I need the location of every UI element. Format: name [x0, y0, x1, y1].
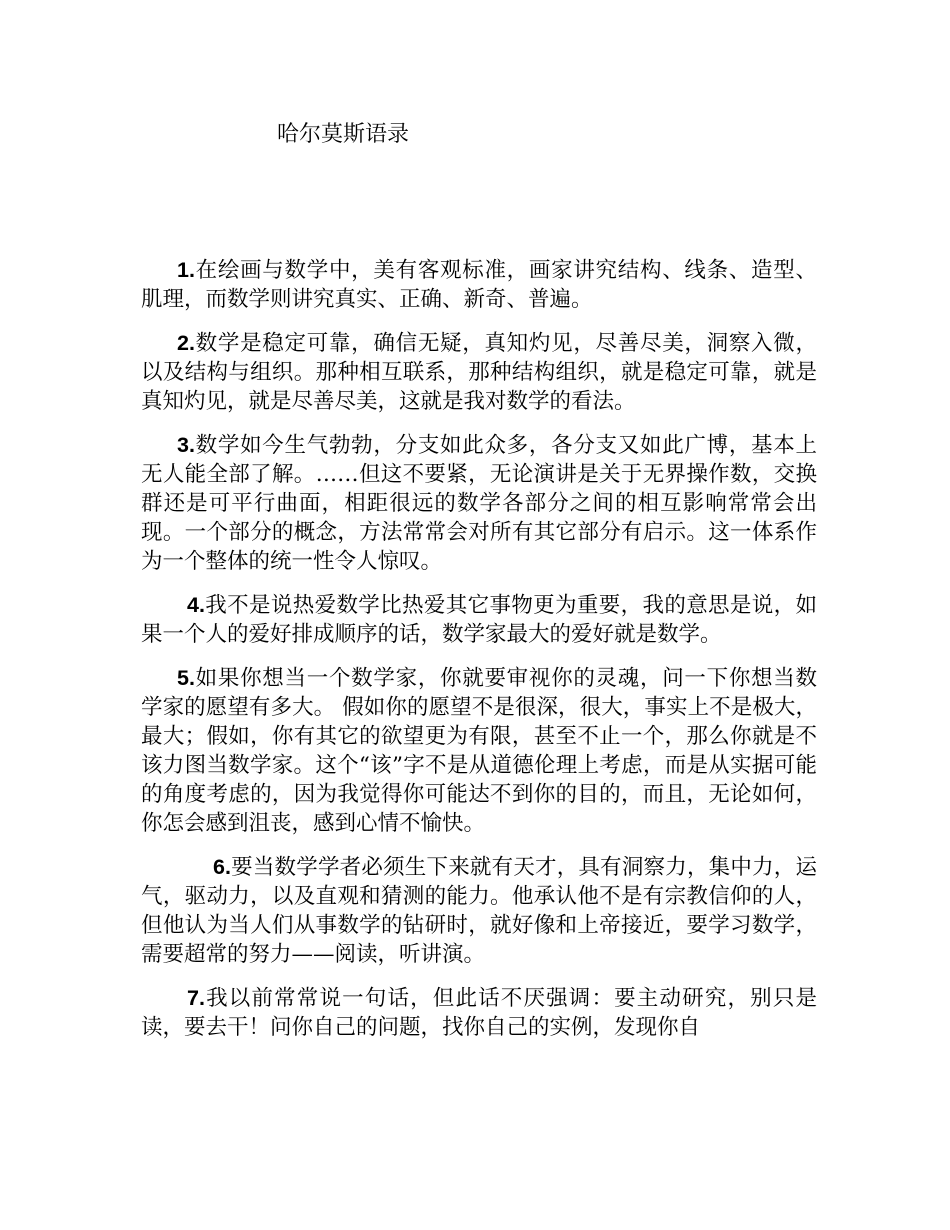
quote-paragraph — [141, 664, 817, 838]
quote-number: 7. — [187, 986, 205, 1010]
quote-paragraph — [141, 431, 817, 576]
quote-text: 我以前常常说一句话，但此话不厌强调：要主动研究，别只是读，要去干！问你自己的问题，找你自己的实例，发现你自 — [141, 986, 817, 1040]
quote-list — [141, 256, 817, 1057]
quote-text: 我不是说热爱数学比热爱其它事物更为重要，我的意思是说，如果一个人的爱好排成顺序的话，数学家最大的爱好就是数学。 — [141, 593, 817, 647]
quote-paragraph — [141, 591, 817, 649]
quote-text: 数学如今生气勃勃，分支如此众多，各分支又如此广博，基本上无人能全部了解。……但这不要紧，无论演讲是关于无界操作数，交换群还是可平行曲面，相距很远的数学各部分之间的相互影响常常会出现。一个部分的概念，方法常常会对所有其它部分有启示。这一体系作为一个整体的统一性令人惊叹。 — [141, 433, 817, 574]
quote-paragraph — [141, 256, 817, 314]
quote-text: 如果你想当一个数学家，你就要审视你的灵魂，问一下你想当数学家的愿望有多大。 假如你的愿望不是很深，很大，事实上不是极大，最大；假如，你有其它的欲望更为有限，甚至不止一个，那么你就是不该力图当数学家。这个“该”字不是从道德伦理上考虑，而是从实据可能的角度考虑的，因为我觉得你可能达不到你的目的，而且，无论如何，你怎会感到沮丧，感到心情不愉快。 — [141, 666, 817, 836]
quote-paragraph — [141, 984, 817, 1042]
quote-number: 6. — [213, 855, 231, 879]
document-title: 哈尔莫斯语录 — [277, 122, 410, 147]
quote-number: 2. — [177, 331, 195, 355]
quote-text: 要当数学学者必须生下来就有天才，具有洞察力，集中力，运气，驱动力，以及直观和猜测的能力。他承认他不是有宗教信仰的人，但他认为当人们从事数学的钻研时，就好像和上帝接近，要学习数学，需要超常的努力——阅读，听讲演。 — [141, 855, 817, 967]
quote-paragraph — [141, 853, 817, 969]
quote-number: 4. — [187, 593, 205, 617]
quote-number: 1. — [177, 258, 195, 282]
quote-text: 数学是稳定可靠，确信无疑，真知灼见，尽善尽美，洞察入微，以及结构与组织。那种相互联系，那种结构组织，就是稳定可靠，就是真知灼见，就是尽善尽美，这就是我对数学的看法。 — [141, 331, 817, 414]
quote-text: 在绘画与数学中，美有客观标准，画家讲究结构、线条、造型、肌理，而数学则讲究真实、正确、新奇、普遍。 — [141, 258, 817, 312]
quote-paragraph — [141, 329, 817, 416]
quote-number: 5. — [177, 666, 195, 690]
quote-number: 3. — [177, 433, 195, 457]
